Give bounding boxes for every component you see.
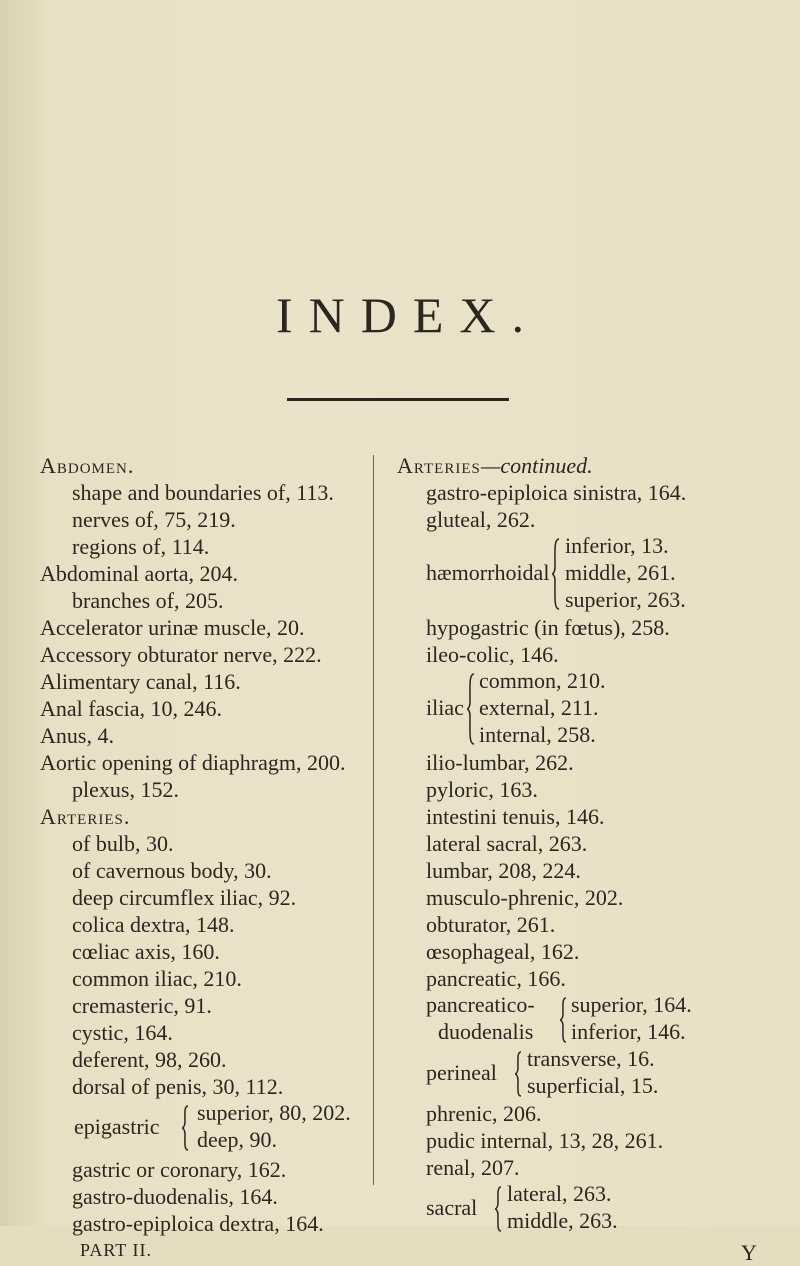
entry-option: transverse, 16. xyxy=(527,1046,655,1071)
index-entry: cœliac axis, 160. xyxy=(72,939,220,964)
brace-icon xyxy=(514,1050,524,1098)
entry-option: superior, 80, 202. xyxy=(197,1100,351,1125)
index-heading-continued xyxy=(397,452,593,479)
entry-option: inferior, 13. xyxy=(565,533,669,558)
index-entry: Accessory obturator nerve, 222. xyxy=(40,642,322,667)
index-entry: obturator, 261. xyxy=(426,912,556,937)
brace-icon xyxy=(551,537,561,611)
index-entry: shape and boundaries of, 113. xyxy=(72,480,334,505)
iliac-entry xyxy=(397,668,777,749)
index-entry: nerves of, 75, 219. xyxy=(72,507,236,532)
signature-mark: Y xyxy=(741,1240,757,1265)
index-entry: deferent, 98, 260. xyxy=(72,1047,227,1072)
index-entry: gastric or coronary, 162. xyxy=(72,1157,287,1182)
index-entry: hypogastric (in fœtus), 258. xyxy=(426,615,670,640)
index-entry: gluteal, 262. xyxy=(426,507,536,532)
index-entry: gastro-epiploica dextra, 164. xyxy=(72,1211,324,1236)
index-entry: lumbar, 208, 224. xyxy=(426,858,581,883)
entry-label: duodenalis xyxy=(438,1019,534,1044)
index-entry: gastro-epiploica sinistra, 164. xyxy=(426,480,687,505)
index-entry: of bulb, 30. xyxy=(72,831,174,856)
index-entry: Accelerator urinæ muscle, 20. xyxy=(40,615,305,640)
entry-option: middle, 261. xyxy=(565,560,676,585)
index-entry: œsophageal, 162. xyxy=(426,939,580,964)
entry-label: iliac xyxy=(426,695,464,720)
page-title: INDEX. xyxy=(275,287,541,343)
index-heading: Abdomen. xyxy=(40,453,135,478)
index-entry: Abdominal aorta, 204. xyxy=(40,561,238,586)
index-entry: musculo-phrenic, 202. xyxy=(426,885,624,910)
index-entry: of cavernous body, 30. xyxy=(72,858,272,883)
index-entry: pyloric, 163. xyxy=(426,777,538,802)
index-entry: plexus, 152. xyxy=(72,777,179,802)
index-entry: cremasteric, 91. xyxy=(72,993,212,1018)
column-divider xyxy=(373,455,374,1185)
index-entry: dorsal of penis, 30, 112. xyxy=(72,1074,284,1099)
epigastric-entry xyxy=(40,1100,365,1156)
entry-option: superior, 263. xyxy=(565,587,686,612)
index-entry: Anal fascia, 10, 246. xyxy=(40,696,223,721)
index-entry: renal, 207. xyxy=(426,1155,520,1180)
title-rule xyxy=(287,398,509,401)
entry-option: inferior, 146. xyxy=(571,1019,686,1044)
index-entry: pancreatic, 166. xyxy=(426,966,566,991)
index-entry: Alimentary canal, 116. xyxy=(40,669,241,694)
index-entry: deep circumflex iliac, 92. xyxy=(72,885,297,910)
brace-icon xyxy=(559,996,569,1044)
index-entry: ilio-lumbar, 262. xyxy=(426,750,574,775)
entry-option: superior, 164. xyxy=(571,992,692,1017)
index-entry: intestini tenuis, 146. xyxy=(426,804,605,829)
entry-option: deep, 90. xyxy=(197,1127,278,1152)
index-entry: colica dextra, 148. xyxy=(72,912,235,937)
entry-label: hæmorrhoidal xyxy=(426,560,550,585)
entry-label: epigastric xyxy=(74,1114,160,1139)
footer-signature: PART II. xyxy=(80,1240,152,1260)
haemorrhoidal-entry xyxy=(397,533,777,614)
index-entry: lateral sacral, 263. xyxy=(426,831,588,856)
heading-label: Arteries xyxy=(397,453,481,478)
index-heading: Arteries. xyxy=(40,804,131,829)
entry-option: middle, 263. xyxy=(507,1208,618,1233)
index-entry: gastro-duodenalis, 164. xyxy=(72,1184,278,1209)
index-entry: pudic internal, 13, 28, 261. xyxy=(426,1128,664,1153)
index-entry: Anus, 4. xyxy=(40,723,114,748)
index-entry: ileo-colic, 146. xyxy=(426,642,559,667)
pancreatico-duodenalis-entry xyxy=(397,992,777,1046)
index-entry: Aortic opening of diaphragm, 200. xyxy=(40,750,346,775)
entry-label: perineal xyxy=(426,1060,497,1085)
index-entry: common iliac, 210. xyxy=(72,966,242,991)
index-entry: branches of, 205. xyxy=(72,588,224,613)
entry-option: lateral, 263. xyxy=(507,1181,612,1206)
entry-option: external, 211. xyxy=(479,695,599,720)
entry-label: pancreatico- xyxy=(426,992,535,1017)
index-entry: regions of, 114. xyxy=(72,534,210,559)
entry-option: superficial, 15. xyxy=(527,1073,659,1098)
brace-icon xyxy=(181,1104,191,1152)
sacral-entry xyxy=(397,1181,777,1235)
index-entry: phrenic, 206. xyxy=(426,1101,542,1126)
brace-icon xyxy=(466,672,476,746)
entry-option: common, 210. xyxy=(479,668,606,693)
index-entry: cystic, 164. xyxy=(72,1020,173,1045)
entry-label: sacral xyxy=(426,1195,478,1220)
entry-option: internal, 258. xyxy=(479,722,596,747)
continued-label: —continued. xyxy=(480,453,593,478)
perineal-entry xyxy=(397,1046,777,1100)
